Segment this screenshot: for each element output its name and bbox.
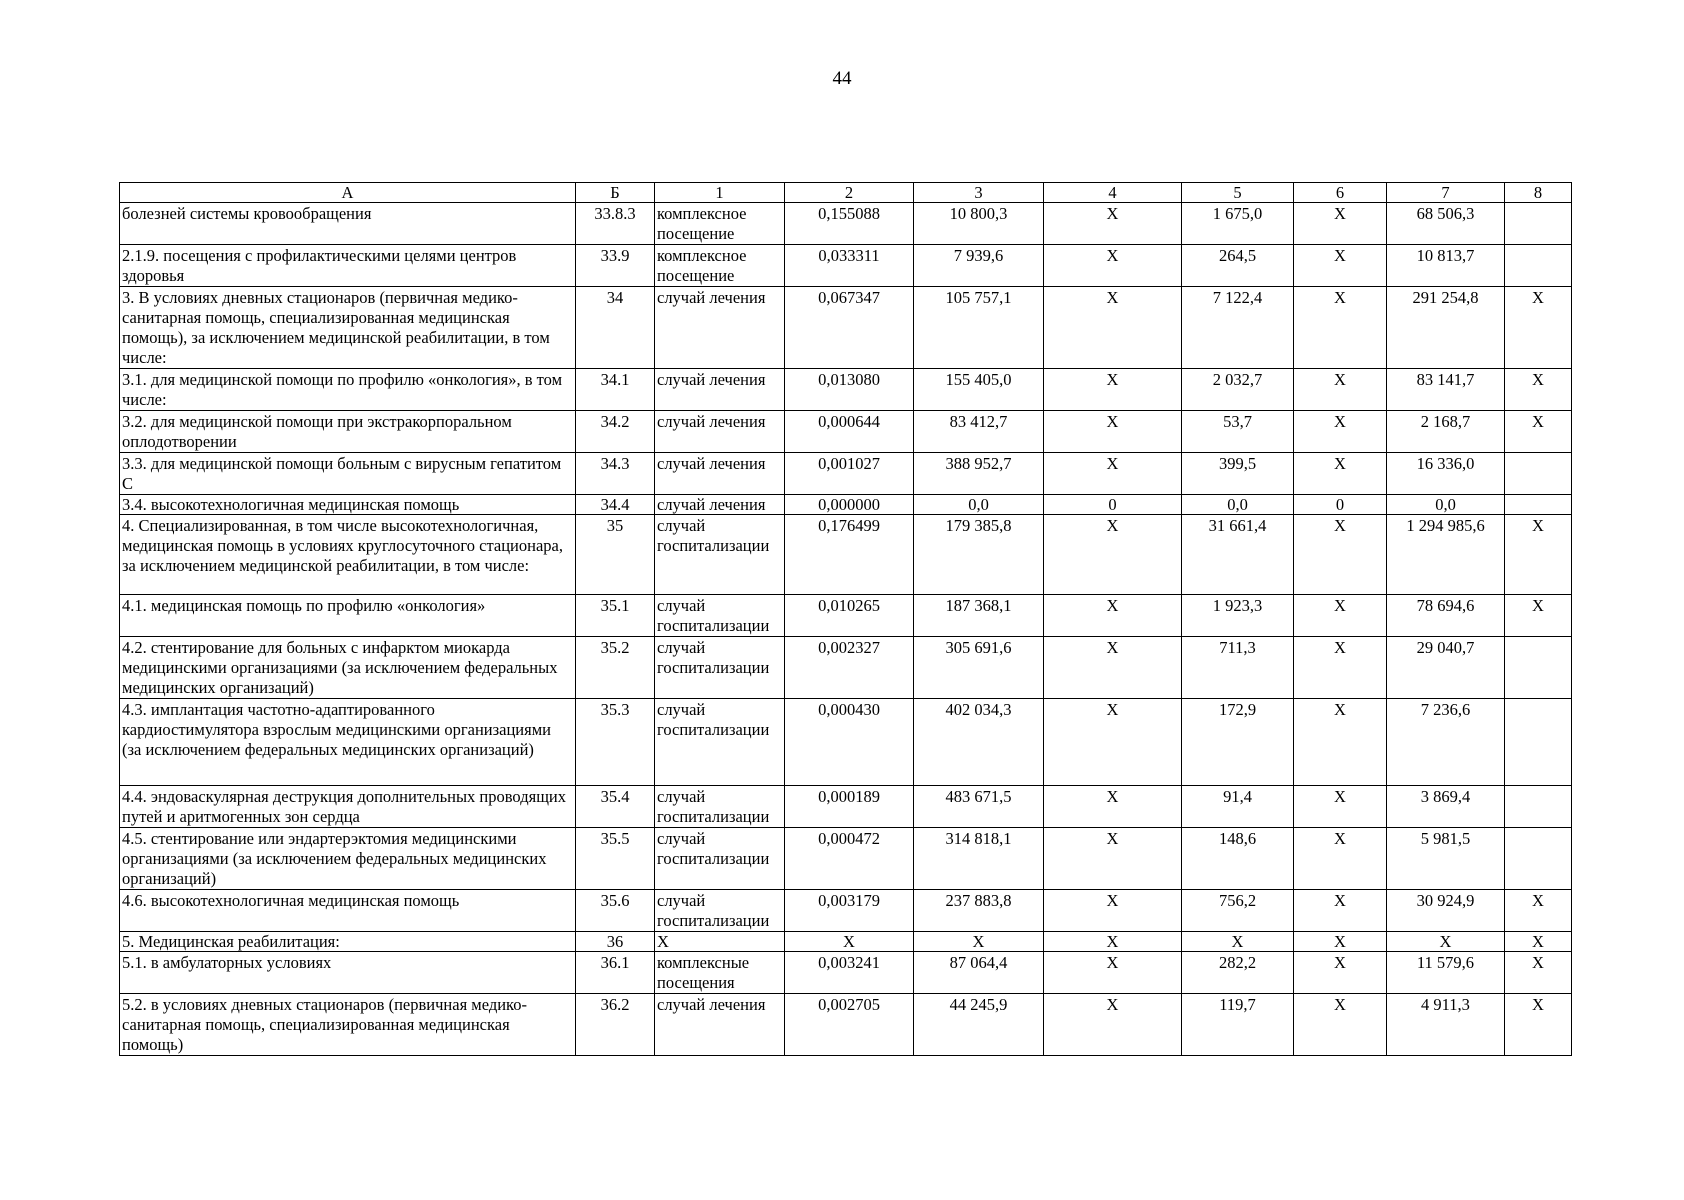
cell-unit: X xyxy=(655,932,785,952)
cell-col7: 78 694,6 xyxy=(1387,595,1505,637)
cell-col6: X xyxy=(1294,637,1387,699)
cell-col8: X xyxy=(1505,994,1572,1056)
cell-name: 4.6. высокотехнологичная медицинская помощь xyxy=(120,890,576,932)
cell-volume: 0,003179 xyxy=(785,890,914,932)
cell-col5: 711,3 xyxy=(1182,637,1294,699)
cell-col5: 282,2 xyxy=(1182,952,1294,994)
cell-col7: 16 336,0 xyxy=(1387,453,1505,495)
cell-col4: X xyxy=(1044,994,1182,1056)
cell-col7: 291 254,8 xyxy=(1387,287,1505,369)
cell-code: 35.5 xyxy=(576,828,655,890)
cell-col4: X xyxy=(1044,515,1182,595)
cell-col8 xyxy=(1505,495,1572,515)
cell-name: 5. Медицинская реабилитация: xyxy=(120,932,576,952)
cell-volume: 0,067347 xyxy=(785,287,914,369)
cell-volume: 0,013080 xyxy=(785,369,914,411)
cell-volume: 0,000189 xyxy=(785,786,914,828)
cell-volume: 0,000430 xyxy=(785,699,914,786)
cell-unit: случай госпитализации xyxy=(655,515,785,595)
cell-col5: 1 923,3 xyxy=(1182,595,1294,637)
cell-cost: 237 883,8 xyxy=(914,890,1044,932)
cell-code: 36 xyxy=(576,932,655,952)
cell-col5: 31 661,4 xyxy=(1182,515,1294,595)
cell-col7: 30 924,9 xyxy=(1387,890,1505,932)
cell-col5: 53,7 xyxy=(1182,411,1294,453)
cell-col6: X xyxy=(1294,699,1387,786)
cell-col5: 7 122,4 xyxy=(1182,287,1294,369)
cell-col7: 3 869,4 xyxy=(1387,786,1505,828)
cell-col5: 2 032,7 xyxy=(1182,369,1294,411)
cell-code: 35.2 xyxy=(576,637,655,699)
cell-volume: 0,033311 xyxy=(785,245,914,287)
cell-name: 3.2. для медицинской помощи при экстракорпоральном оплодотворении xyxy=(120,411,576,453)
cell-code: 34.4 xyxy=(576,495,655,515)
table-row xyxy=(120,287,1572,369)
cell-col7: 5 981,5 xyxy=(1387,828,1505,890)
cell-col6: X xyxy=(1294,932,1387,952)
cell-unit: случай лечения xyxy=(655,411,785,453)
cell-col6: X xyxy=(1294,369,1387,411)
cell-volume: 0,000000 xyxy=(785,495,914,515)
header-cell: 6 xyxy=(1294,183,1387,203)
cell-col5: 399,5 xyxy=(1182,453,1294,495)
cell-name: 3.1. для медицинской помощи по профилю «онкология», в том числе: xyxy=(120,369,576,411)
cell-cost: 44 245,9 xyxy=(914,994,1044,1056)
cell-cost: 7 939,6 xyxy=(914,245,1044,287)
header-cell: 4 xyxy=(1044,183,1182,203)
cell-cost: 0,0 xyxy=(914,495,1044,515)
table-row xyxy=(120,369,1572,411)
cell-code: 34.3 xyxy=(576,453,655,495)
cell-col6: X xyxy=(1294,411,1387,453)
cell-col7: 1 294 985,6 xyxy=(1387,515,1505,595)
table-row xyxy=(120,952,1572,994)
cell-name: 3. В условиях дневных стационаров (первичная медико-санитарная помощь, специализированная медицинская помощь), за исключением медицинской реабилитации, в том числе: xyxy=(120,287,576,369)
cell-code: 36.1 xyxy=(576,952,655,994)
header-cell: А xyxy=(120,183,576,203)
cell-col8 xyxy=(1505,786,1572,828)
cell-unit: случай госпитализации xyxy=(655,595,785,637)
cell-code: 34 xyxy=(576,287,655,369)
cell-col6: X xyxy=(1294,515,1387,595)
cell-col5: 0,0 xyxy=(1182,495,1294,515)
cell-volume: 0,002327 xyxy=(785,637,914,699)
table-row xyxy=(120,453,1572,495)
cell-col4: X xyxy=(1044,369,1182,411)
cell-col4: X xyxy=(1044,411,1182,453)
header-cell: 7 xyxy=(1387,183,1505,203)
cell-col6: X xyxy=(1294,245,1387,287)
cell-col6: X xyxy=(1294,453,1387,495)
cell-code: 34.1 xyxy=(576,369,655,411)
cell-col7: 10 813,7 xyxy=(1387,245,1505,287)
cell-name: 4. Специализированная, в том числе высокотехнологичная, медицинская помощь в условиях круглосуточного стационара, за исключением медицинской реабилитации, в том числе: xyxy=(120,515,576,595)
cell-cost: 388 952,7 xyxy=(914,453,1044,495)
cell-col7: 83 141,7 xyxy=(1387,369,1505,411)
cell-col8 xyxy=(1505,699,1572,786)
cell-col5: 172,9 xyxy=(1182,699,1294,786)
cell-cost: 402 034,3 xyxy=(914,699,1044,786)
cell-col6: X xyxy=(1294,994,1387,1056)
cell-code: 36.2 xyxy=(576,994,655,1056)
table-row xyxy=(120,515,1572,595)
cell-name: 4.1. медицинская помощь по профилю «онкология» xyxy=(120,595,576,637)
cell-col8: X xyxy=(1505,890,1572,932)
cell-cost: 179 385,8 xyxy=(914,515,1044,595)
table-row xyxy=(120,828,1572,890)
header-cell: 3 xyxy=(914,183,1044,203)
cell-col5: 91,4 xyxy=(1182,786,1294,828)
cell-code: 33.9 xyxy=(576,245,655,287)
cell-col6: X xyxy=(1294,828,1387,890)
cell-code: 35.4 xyxy=(576,786,655,828)
table-row xyxy=(120,994,1572,1056)
cell-col8 xyxy=(1505,637,1572,699)
cell-col8 xyxy=(1505,203,1572,245)
cell-col8: X xyxy=(1505,932,1572,952)
header-cell: Б xyxy=(576,183,655,203)
cell-volume: 0,010265 xyxy=(785,595,914,637)
cell-name: 3.3. для медицинской помощи больным с вирусным гепатитом С xyxy=(120,453,576,495)
cell-col8: X xyxy=(1505,515,1572,595)
cell-unit: случай госпитализации xyxy=(655,699,785,786)
cell-volume: 0,002705 xyxy=(785,994,914,1056)
page-number: 44 xyxy=(832,68,852,89)
cell-col7: 2 168,7 xyxy=(1387,411,1505,453)
cell-col4: X xyxy=(1044,595,1182,637)
cell-col4: X xyxy=(1044,287,1182,369)
cell-unit: случай госпитализации xyxy=(655,890,785,932)
cell-volume: 0,001027 xyxy=(785,453,914,495)
cell-col6: X xyxy=(1294,595,1387,637)
cell-code: 35 xyxy=(576,515,655,595)
cell-col7: 11 579,6 xyxy=(1387,952,1505,994)
cell-col7: 7 236,6 xyxy=(1387,699,1505,786)
cell-cost: 483 671,5 xyxy=(914,786,1044,828)
cell-code: 35.3 xyxy=(576,699,655,786)
table-row xyxy=(120,495,1572,515)
cell-cost: 105 757,1 xyxy=(914,287,1044,369)
cell-name: 2.1.9. посещения с профилактическими целями центров здоровья xyxy=(120,245,576,287)
cell-col7: 0,0 xyxy=(1387,495,1505,515)
cell-col4: X xyxy=(1044,932,1182,952)
cell-col6: 0 xyxy=(1294,495,1387,515)
cell-col4: X xyxy=(1044,245,1182,287)
cell-col4: X xyxy=(1044,890,1182,932)
cell-cost: X xyxy=(914,932,1044,952)
cell-col4: X xyxy=(1044,453,1182,495)
cell-col5: 119,7 xyxy=(1182,994,1294,1056)
cell-col6: X xyxy=(1294,287,1387,369)
cell-col8: X xyxy=(1505,369,1572,411)
cell-unit: случай госпитализации xyxy=(655,828,785,890)
cell-volume: 0,155088 xyxy=(785,203,914,245)
cell-name: 4.4. эндоваскулярная деструкция дополнительных проводящих путей и аритмогенных зон сердца xyxy=(120,786,576,828)
table-row xyxy=(120,203,1572,245)
cell-col4: X xyxy=(1044,699,1182,786)
cell-volume: 0,003241 xyxy=(785,952,914,994)
cell-volume: 0,000644 xyxy=(785,411,914,453)
cell-col6: X xyxy=(1294,890,1387,932)
cell-unit: случай лечения xyxy=(655,369,785,411)
cell-col6: X xyxy=(1294,786,1387,828)
cell-unit: случай лечения xyxy=(655,287,785,369)
table-row xyxy=(120,890,1572,932)
cell-col4: X xyxy=(1044,828,1182,890)
cell-unit: комплексное посещение xyxy=(655,245,785,287)
cell-col6: X xyxy=(1294,952,1387,994)
cell-code: 33.8.3 xyxy=(576,203,655,245)
cell-volume: 0,176499 xyxy=(785,515,914,595)
cell-col4: X xyxy=(1044,203,1182,245)
cell-cost: 155 405,0 xyxy=(914,369,1044,411)
cell-col6: X xyxy=(1294,203,1387,245)
table-row xyxy=(120,786,1572,828)
table-row xyxy=(120,637,1572,699)
cell-name: 4.3. имплантация частотно-адаптированного кардиостимулятора взрослым медицинскими организациями (за исключением федеральных медицинских организаций) xyxy=(120,699,576,786)
cell-volume: X xyxy=(785,932,914,952)
cell-name: 4.5. стентирование или эндартерэктомия медицинскими организациями (за исключением федеральных медицинских организаций) xyxy=(120,828,576,890)
cell-col8 xyxy=(1505,453,1572,495)
cell-name: 5.2. в условиях дневных стационаров (первичная медико-санитарная помощь, специализированная медицинская помощь) xyxy=(120,994,576,1056)
cell-col7: 68 506,3 xyxy=(1387,203,1505,245)
cell-col5: 264,5 xyxy=(1182,245,1294,287)
cell-unit: случай лечения xyxy=(655,495,785,515)
cell-code: 34.2 xyxy=(576,411,655,453)
cell-unit: комплексное посещение xyxy=(655,203,785,245)
cell-col8 xyxy=(1505,828,1572,890)
cell-col5: X xyxy=(1182,932,1294,952)
cell-unit: случай лечения xyxy=(655,453,785,495)
cell-name: болезней системы кровообращения xyxy=(120,203,576,245)
cell-unit: комплексные посещения xyxy=(655,952,785,994)
table-row xyxy=(120,932,1572,952)
header-cell: 1 xyxy=(655,183,785,203)
cell-col4: X xyxy=(1044,952,1182,994)
cell-col5: 756,2 xyxy=(1182,890,1294,932)
cell-cost: 314 818,1 xyxy=(914,828,1044,890)
cell-name: 4.2. стентирование для больных с инфарктом миокарда медицинскими организациями (за исключением федеральных медицинских организаций) xyxy=(120,637,576,699)
cell-col8: X xyxy=(1505,952,1572,994)
cell-cost: 187 368,1 xyxy=(914,595,1044,637)
cell-col4: X xyxy=(1044,786,1182,828)
cell-col8: X xyxy=(1505,411,1572,453)
cell-name: 5.1. в амбулаторных условиях xyxy=(120,952,576,994)
cell-col8: X xyxy=(1505,595,1572,637)
table-row xyxy=(120,245,1572,287)
cell-col5: 1 675,0 xyxy=(1182,203,1294,245)
header-cell: 5 xyxy=(1182,183,1294,203)
cell-col8: X xyxy=(1505,287,1572,369)
header-cell: 2 xyxy=(785,183,914,203)
cell-col7: 4 911,3 xyxy=(1387,994,1505,1056)
cell-col7: 29 040,7 xyxy=(1387,637,1505,699)
cell-col5: 148,6 xyxy=(1182,828,1294,890)
cell-col7: X xyxy=(1387,932,1505,952)
cell-name: 3.4. высокотехнологичная медицинская помощь xyxy=(120,495,576,515)
header-cell: 8 xyxy=(1505,183,1572,203)
table-row xyxy=(120,595,1572,637)
table-row xyxy=(120,699,1572,786)
cell-code: 35.6 xyxy=(576,890,655,932)
cell-unit: случай лечения xyxy=(655,994,785,1056)
cell-unit: случай госпитализации xyxy=(655,786,785,828)
cell-col4: 0 xyxy=(1044,495,1182,515)
cell-unit: случай госпитализации xyxy=(655,637,785,699)
cell-col4: X xyxy=(1044,637,1182,699)
table-header-row xyxy=(120,183,1572,203)
table-row xyxy=(120,411,1572,453)
data-table xyxy=(119,182,1572,1056)
cell-cost: 305 691,6 xyxy=(914,637,1044,699)
cell-col8 xyxy=(1505,245,1572,287)
cell-cost: 10 800,3 xyxy=(914,203,1044,245)
cell-cost: 87 064,4 xyxy=(914,952,1044,994)
cell-cost: 83 412,7 xyxy=(914,411,1044,453)
cell-volume: 0,000472 xyxy=(785,828,914,890)
cell-code: 35.1 xyxy=(576,595,655,637)
